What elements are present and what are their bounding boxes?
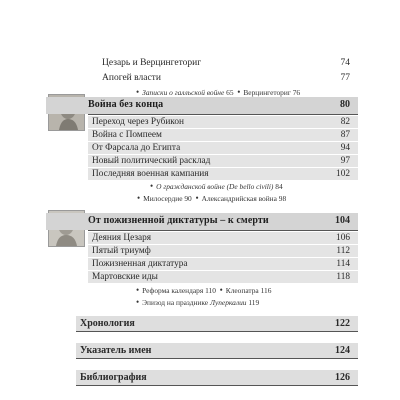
entry-title: Пятый триумф [92,245,151,256]
entry-title: Переход через Рубикон [92,117,184,127]
subentry-page: 90 [184,194,192,203]
entry-title: Библиография [80,372,147,383]
chapter-header[interactable] [46,213,358,230]
entry-title: Пожизненная диктатура [92,258,188,269]
entry-title: Указатель имен [80,345,152,356]
bullet-icon: • [136,87,140,97]
subentry-title: Реформа календаря [142,286,204,295]
subentry-page: 116 [260,286,272,295]
entry-title: Новый политический расклад [92,155,211,166]
subentry-title: О гражданской войне ( [156,182,230,191]
subentry-page: 76 [292,88,301,97]
chapter-title: От пожизненной диктатуры – к смерти [88,215,269,226]
toc-entry[interactable] [88,129,358,141]
bullet-icon: • [237,87,241,97]
toc-entry[interactable] [88,116,358,128]
toc-entry[interactable] [88,271,358,283]
bullet-icon: • [137,193,141,203]
bullet-icon: • [219,285,223,295]
bullet-icon: • [136,297,140,307]
toc-entry[interactable] [88,168,358,180]
subentry-page: 65 [226,88,234,97]
toc-entry[interactable] [102,71,350,85]
toc-subentries [150,181,283,192]
toc-subentries [136,297,259,308]
toc-entry[interactable] [88,142,358,154]
subentry-title: Записки о галльской войне [142,88,225,97]
backmatter-entry[interactable] [76,316,358,332]
subentry-page: 98 [278,194,287,203]
entry-page: 112 [336,245,350,256]
entry-title: Деяния Цезаря [92,233,152,243]
entry-page: 82 [340,117,350,127]
entry-page: 118 [336,271,350,282]
subentry-title: Клеопатра [225,286,259,295]
bullet-icon: • [136,285,140,295]
entry-page: 102 [336,168,350,179]
subentry-page: 84 [275,182,283,191]
toc-entry[interactable] [88,245,358,257]
divider [88,114,358,115]
subentry-latin-title: De bello civili [229,182,271,191]
entry-page: 77 [340,73,350,83]
entry-title: Мартовские иды [92,271,158,282]
subentry-page: 110 [205,286,216,295]
toc-entry[interactable] [88,258,358,270]
entry-page: 106 [336,233,350,243]
entry-title: Война с Помпеем [92,129,162,140]
entry-page: 97 [340,155,350,166]
subentry-title: Верцингеториг [243,88,291,97]
backmatter-entry[interactable] [76,370,358,386]
toc-entry[interactable] [88,155,358,167]
subentry-title: Милосердие [143,194,183,203]
bullet-icon: • [195,193,199,203]
subentry-page: 119 [248,298,260,307]
divider [88,230,358,231]
entry-page: 94 [340,142,350,153]
subentry-title: Эпизод на празднике [142,298,209,307]
entry-title: Хронология [80,318,135,329]
chapter-page: 80 [340,99,350,110]
entry-title: Апогей власти [102,73,161,83]
chapter-entries [88,116,358,181]
chapter-page: 104 [335,215,350,226]
entry-title: Цезарь и Верцингеториг [102,58,202,68]
toc-entry[interactable] [102,56,350,70]
subentry-title: Александрийская война [201,194,277,203]
subentry-title-end: ) [270,182,274,191]
toc-subentries [136,285,271,296]
subentry-latin-title: Луперкалии [209,298,247,307]
chapter-header[interactable] [46,97,358,114]
chapter-title: Война без конца [88,99,164,110]
entry-page: 74 [340,58,350,68]
entry-page: 87 [340,129,350,140]
entry-page: 124 [335,345,350,356]
entry-title: От Фарсала до Египта [92,142,181,153]
entry-title: Последняя военная кампания [92,168,209,179]
toc-subentries [137,193,286,204]
bullet-icon: • [150,181,154,191]
toc-entry[interactable] [88,232,358,244]
entry-page: 114 [336,258,350,269]
entry-page: 122 [335,318,350,329]
entry-page: 126 [335,372,350,383]
backmatter-entry[interactable] [76,343,358,359]
chapter-entries [88,232,358,284]
